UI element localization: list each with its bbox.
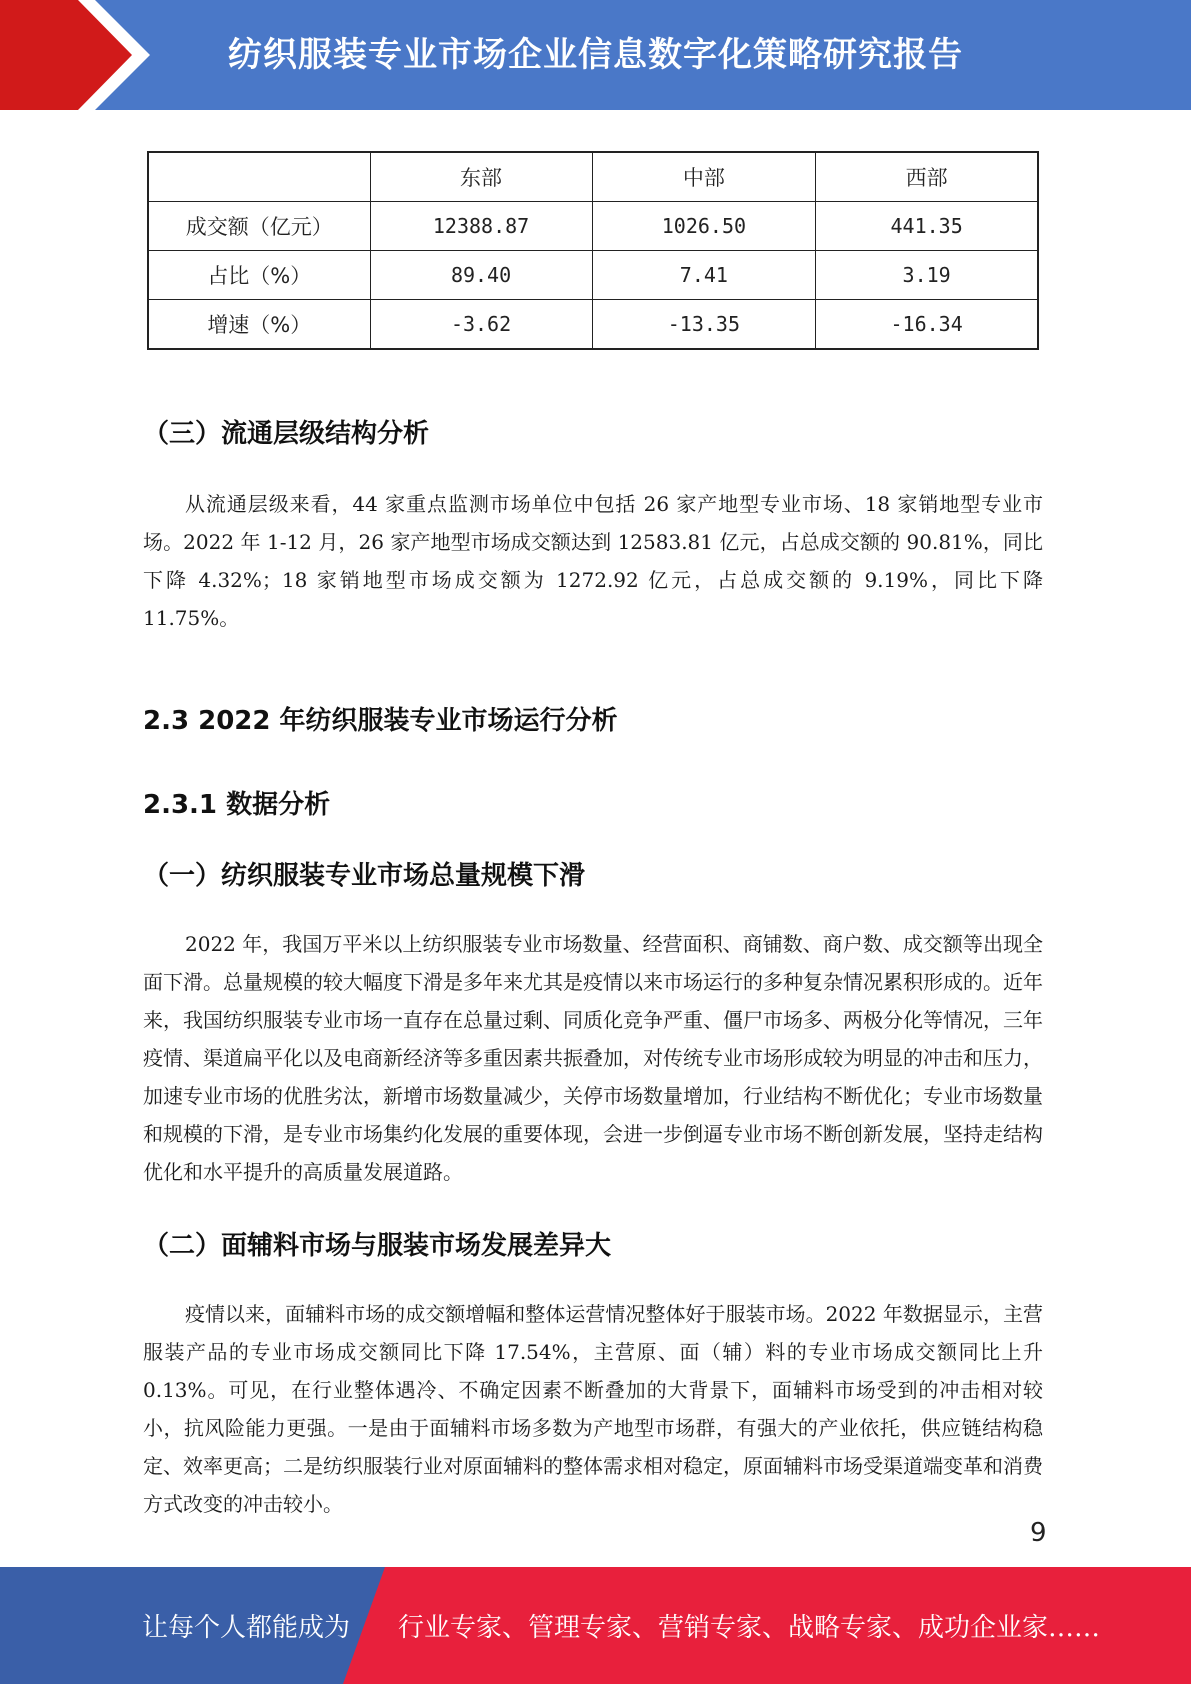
- table-cell: 12388.87: [370, 202, 592, 251]
- table-header-cell: 西部: [816, 152, 1038, 202]
- table-row: [148, 251, 1038, 300]
- table-cell: 89.40: [370, 251, 592, 300]
- regional-table: [147, 151, 1039, 350]
- row-label: 成交额（亿元）: [148, 202, 370, 251]
- footer-slogan-left: 让每个人都能成为: [142, 1613, 351, 1643]
- table-header-row: [148, 152, 1038, 202]
- report-title: 纺织服装专业市场企业信息数字化策略研究报告: [228, 35, 963, 75]
- table-cell: 7.41: [592, 251, 816, 300]
- table-header-cell: 中部: [592, 152, 816, 202]
- paragraph-fabric-vs-apparel: 疫情以来，面辅料市场的成交额增幅和整体运营情况整体好于服装市场。2022 年数据显示，主营服装产品的专业市场成交额同比下降 17.54%，主营原、面（辅）料的专业市场成交额同比上升 0.13%。可见，在行业整体遇冷、不确定因素不断叠加的大背景下，面辅料市场受到的冲击相对较小，抗风险能力更强。一是由于面辅料市场多数为产地型市场群，有强大的产业依托，供应链结构稳定、效率更高；二是纺织服装行业对原面辅料的整体需求相对稳定，原面辅料市场受渠道端变革和消费方式改变的冲击较小。: [143, 1302, 1043, 1516]
- table-row: [148, 300, 1038, 350]
- paragraph-circulation: 从流通层级来看，44 家重点监测市场单位中包括 26 家产地型专业市场、18 家销地型专业市场。2022 年 1-12 月，26 家产地型市场成交额达到 12583.81 亿元，占总成交额的 90.81%，同比下降 4.32%；18 家销地型市场成交额为 1272.92 亿元，占总成交额的 9.19%，同比下降 11.75%。: [143, 492, 1043, 630]
- page-number: 9: [1030, 1518, 1047, 1548]
- table-cell: 3.19: [816, 251, 1038, 300]
- section-heading-circulation: （三）流通层级结构分析: [143, 419, 430, 449]
- footer-band: [0, 1567, 1191, 1684]
- table-cell: -16.34: [816, 300, 1038, 350]
- header-band: [0, 0, 1191, 110]
- footer-slogan-right: 行业专家、管理专家、营销专家、战略专家、成功企业家……: [398, 1613, 1101, 1643]
- section-heading-scale-decline: （一）纺织服装专业市场总量规模下滑: [143, 861, 586, 891]
- table-cell: 1026.50: [592, 202, 816, 251]
- row-label: 占比（%）: [148, 251, 370, 300]
- table-row: [148, 202, 1038, 251]
- table-cell: -3.62: [370, 300, 592, 350]
- table-cell: 441.35: [816, 202, 1038, 251]
- paragraph-scale-decline: 2022 年，我国万平米以上纺织服装专业市场数量、经营面积、商铺数、商户数、成交额等出现全面下滑。总量规模的较大幅度下滑是多年来尤其是疫情以来市场运行的多种复杂情况累积形成的。近年来，我国纺织服装专业市场一直存在总量过剩、同质化竞争严重、僵尸市场多、两极分化等情况，三年疫情、渠道扁平化以及电商新经济等多重因素共振叠加，对传统专业市场形成较为明显的冲击和压力，加速专业市场的优胜劣汰，新增市场数量减少，关停市场数量增加，行业结构不断优化；专业市场数量和规模的下滑，是专业市场集约化发展的重要体现，会进一步倒逼专业市场不断创新发展，坚持走结构优化和水平提升的高质量发展道路。: [143, 932, 1043, 1184]
- section-heading-fabric-vs-apparel: （二）面辅料市场与服装市场发展差异大: [143, 1231, 612, 1261]
- section-heading-2-3: 2.3 2022 年纺织服装专业市场运行分析: [143, 706, 618, 736]
- section-heading-2-3-1: 2.3.1 数据分析: [143, 790, 331, 820]
- row-label: 增速（%）: [148, 300, 370, 350]
- table-cell: -13.35: [592, 300, 816, 350]
- header-chevron-icon: [0, 0, 160, 110]
- table-header-cell: 东部: [370, 152, 592, 202]
- table-header-cell: [148, 152, 370, 202]
